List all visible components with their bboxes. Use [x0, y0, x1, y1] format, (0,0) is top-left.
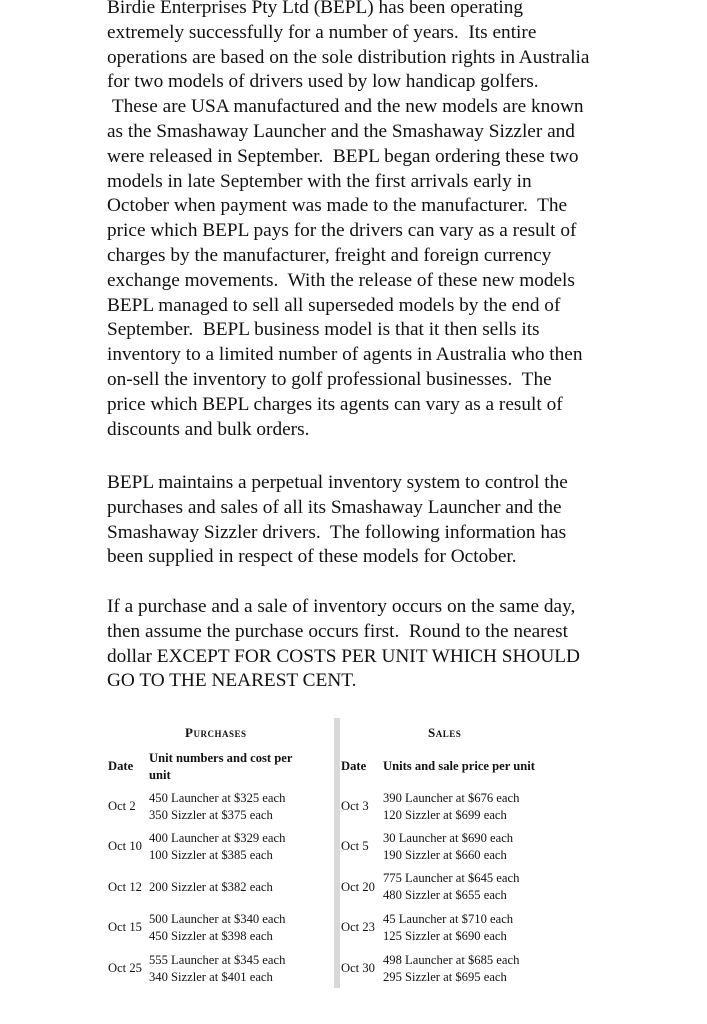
row-line: 775 Launcher at $645 each	[383, 871, 520, 885]
table-row	[383, 870, 519, 904]
row-line: 480 Sizzler at $655 each	[383, 888, 507, 902]
paragraph-text: Birdie Enterprises Pty Ltd (BEPL) has been operating extremely successfully for a number of years. Its entire operations are based on the sole distribution rights in Australia for two models of drivers used by low handicap golfers. These are USA manufactured and the new models are known as the Smashaway Launcher and the Smashaway Sizzler and were released in September. BEPL began ordering these two models in late September with the first arrivals early in October when payment was made to the manufacturer. The price which BEPL pays for the drivers can vary as a result of charges by the manufacturer, freight and foreign currency exchange movements. With the release of these new models BEPL managed to sell all superseded models by the end of September. BEPL business model is that it then sells its inventory to a limited number of agents in Australia who then on-sell the inventory to golf professional businesses. The price which BEPL charges its agents can vary as a result of discounts and bulk orders.	[107, 0, 590, 440]
row-line: 450 Sizzler at $398 each	[149, 929, 273, 943]
purchases-date-header: Date	[108, 759, 134, 773]
table-row	[383, 952, 519, 986]
purchases-title: Purchases	[185, 725, 247, 740]
row-line: 400 Launcher at $329 each	[149, 831, 286, 845]
sales-title: Sales	[428, 725, 462, 740]
row-line: 200 Sizzler at $382 each	[149, 880, 273, 894]
table-row-date: Oct 2	[108, 799, 136, 813]
table-row	[149, 830, 285, 864]
table-row-date: Oct 30	[341, 961, 375, 975]
row-line: 100 Sizzler at $385 each	[149, 848, 273, 862]
table-row	[149, 952, 285, 986]
row-line: 555 Launcher at $345 each	[149, 953, 286, 967]
row-line: 498 Launcher at $685 each	[383, 953, 520, 967]
row-line: 120 Sizzler at $699 each	[383, 808, 507, 822]
table-row	[149, 790, 285, 824]
row-line: 500 Launcher at $340 each	[149, 912, 286, 926]
row-line: 190 Sizzler at $660 each	[383, 848, 507, 862]
row-line: 390 Launcher at $676 each	[383, 791, 520, 805]
row-line: 340 Sizzler at $401 each	[149, 970, 273, 984]
table-row	[149, 879, 273, 896]
table-row-date: Oct 3	[341, 799, 369, 813]
purchases-detail-header-line2: unit	[149, 768, 171, 782]
row-line: 450 Launcher at $325 each	[149, 791, 286, 805]
table-row	[383, 790, 519, 824]
table-row-date: Oct 23	[341, 920, 375, 934]
sales-detail-header: Units and sale price per unit	[383, 759, 535, 773]
paragraph-text: If a purchase and a sale of inventory occurs on the same day, then assume the purchase occurs first. Round to the nearest dollar EXCEPT FOR COSTS PER UNIT WHICH SHOULD GO TO THE NEAREST CENT.	[107, 596, 580, 692]
row-line: 125 Sizzler at $690 each	[383, 929, 507, 943]
table-row-date: Oct 20	[341, 880, 375, 894]
row-line: 350 Sizzler at $375 each	[149, 808, 273, 822]
sales-date-header: Date	[341, 759, 367, 773]
purchases-detail-header-line1: Unit numbers and cost per	[149, 751, 293, 765]
row-line: 295 Sizzler at $695 each	[383, 970, 507, 984]
table-row-date: Oct 15	[108, 920, 142, 934]
row-line: 30 Launcher at $690 each	[383, 831, 514, 845]
table-row	[383, 911, 513, 945]
row-line: 45 Launcher at $710 each	[383, 912, 514, 926]
table-row-date: Oct 5	[341, 839, 369, 853]
column-divider	[334, 718, 340, 988]
table-row	[383, 830, 513, 864]
table-row	[149, 911, 285, 945]
table-row-date: Oct 10	[108, 839, 142, 853]
paragraph-text: BEPL maintains a perpetual inventory system to control the purchases and sales of all its Smashaway Launcher and the Smashaway Sizzler drivers. The following information has been supplied in respect of these models for October.	[107, 472, 568, 568]
table-row-date: Oct 25	[108, 961, 142, 975]
table-row-date: Oct 12	[108, 880, 142, 894]
